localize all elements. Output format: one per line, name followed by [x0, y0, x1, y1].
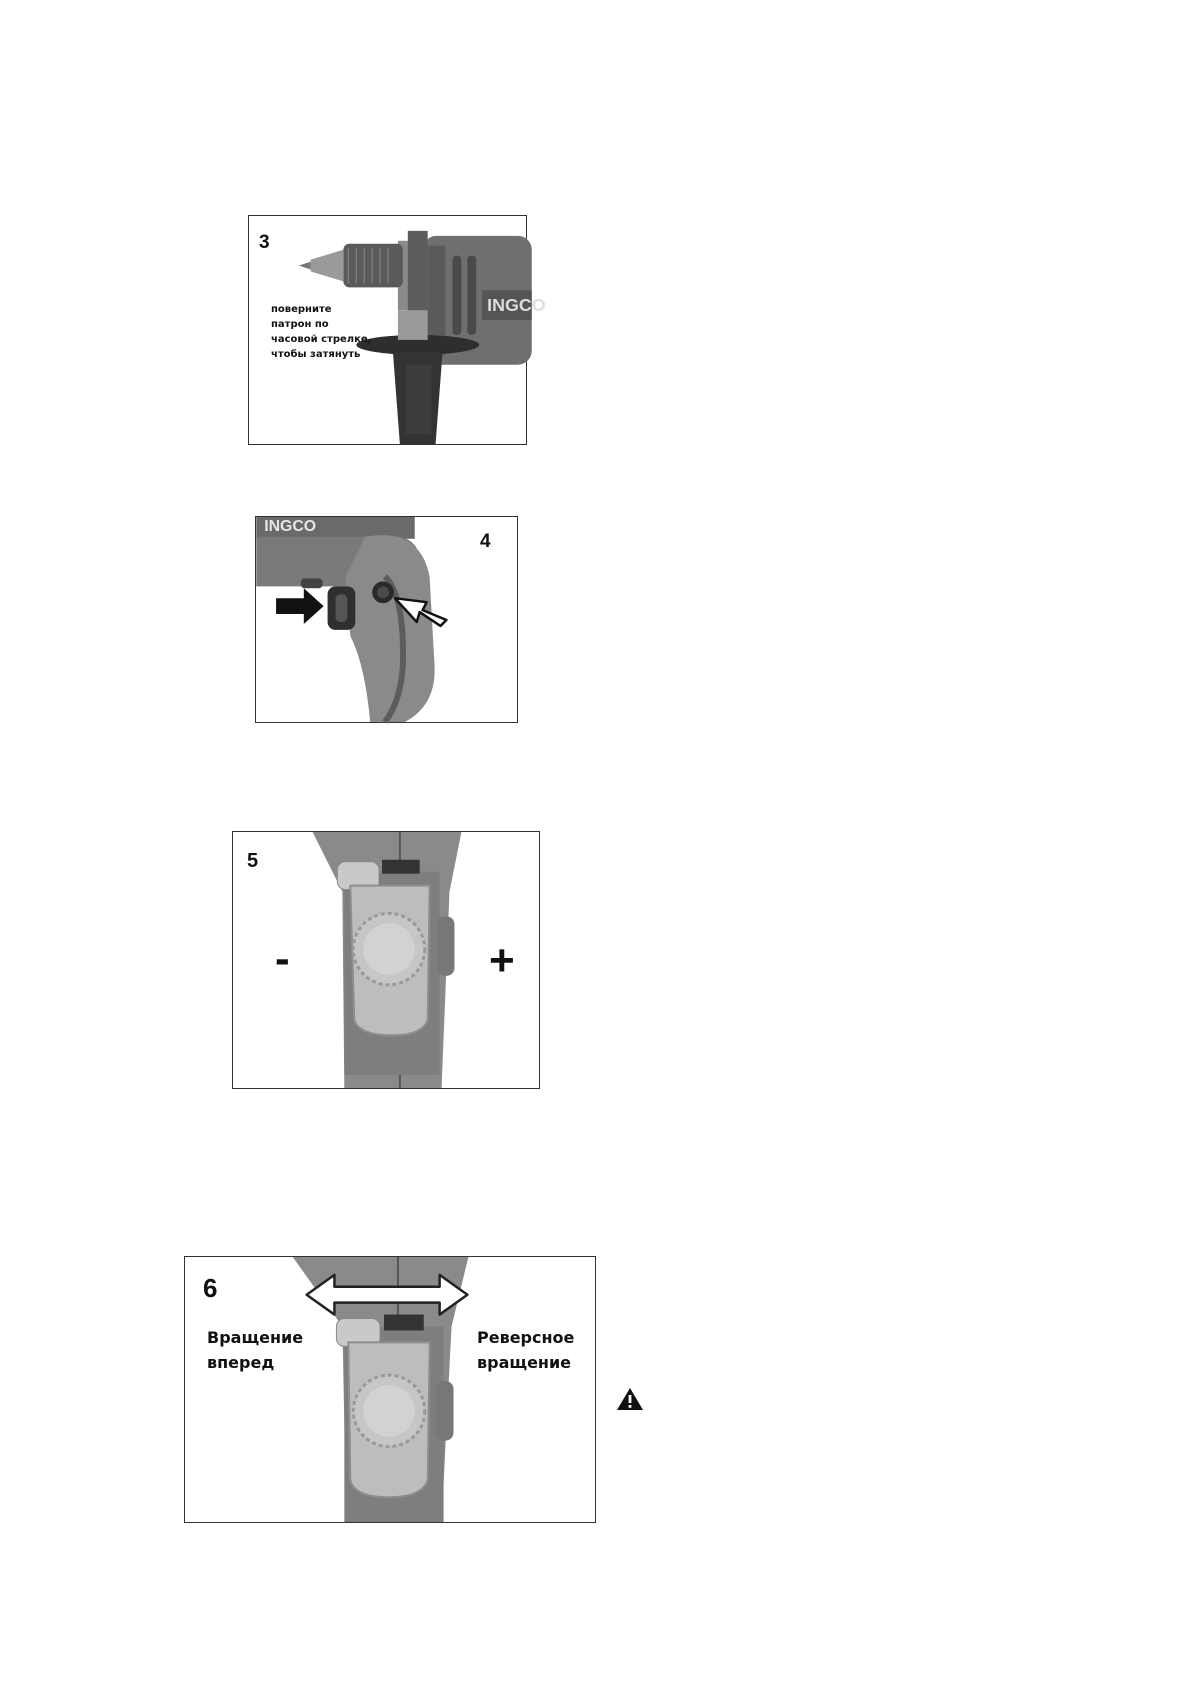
caption-line: часовой стрелке, [271, 334, 372, 345]
minus-label: - [275, 934, 290, 983]
label-line: вращение [477, 1353, 572, 1372]
brand-logo: INGCO [487, 295, 546, 316]
label-line: Вращение [207, 1328, 304, 1347]
figure-number: 5 [247, 850, 259, 872]
plus-label: + [489, 936, 515, 985]
reverse-rotation-label [477, 1325, 574, 1375]
figure-caption [271, 302, 371, 362]
figure-4 [255, 516, 518, 723]
figure-number: 3 [259, 232, 270, 253]
drill-trigger-illustration [256, 517, 517, 722]
figure-number: 4 [480, 531, 491, 552]
caption-line: поверните [271, 304, 332, 315]
label-line: вперед [207, 1353, 275, 1372]
figure-number: 6 [203, 1273, 218, 1303]
caption-line: патрон по [271, 319, 329, 330]
forward-rotation-label [207, 1325, 303, 1375]
trigger-arrow-icon [276, 588, 324, 624]
label-line: Реверсное [477, 1328, 575, 1347]
rotation-switch-illustration [185, 1257, 595, 1522]
figure-5 [232, 831, 540, 1089]
brand-logo: INGCO [264, 517, 317, 535]
figure-3 [248, 215, 546, 445]
figure-6 [184, 1256, 596, 1523]
warning-triangle-icon [616, 1387, 644, 1411]
caption-line: чтобы затянуть [271, 349, 361, 360]
